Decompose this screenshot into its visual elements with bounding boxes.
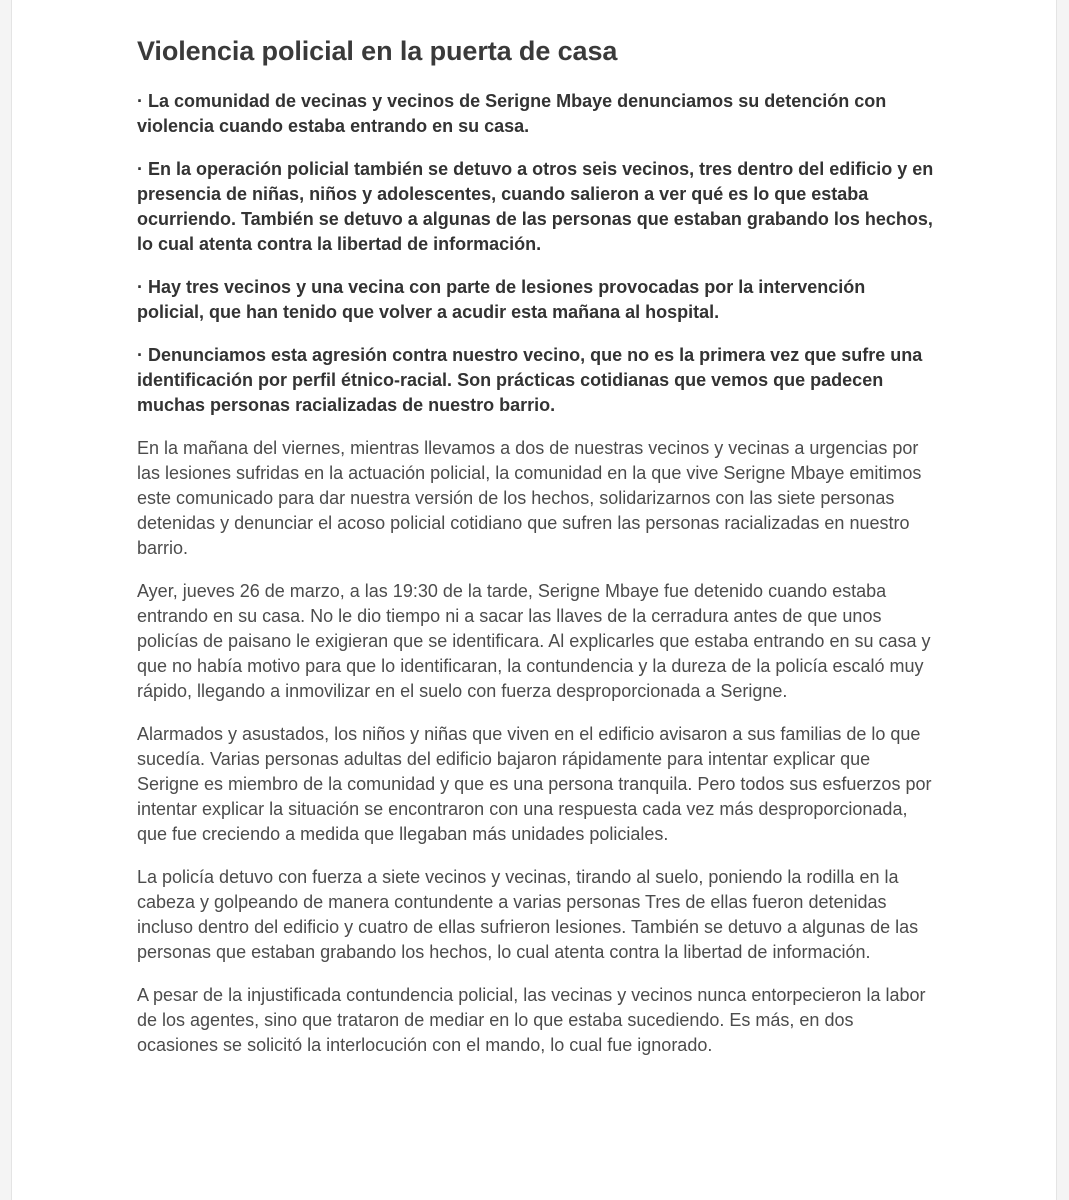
document-title: Violencia policial en la puerta de casa — [137, 36, 618, 66]
paragraph-mediation: A pesar de la injustificada contundencia policial, las vecinas y vecinos nunca entorpecieron la labor de los agentes, sino que trataron de mediar en lo que estaba sucediendo. Es más, en dos ocasiones se solicitó la interlocución con el mando, lo cual fue ignorado. — [137, 985, 926, 1055]
highlight-detention: · La comunidad de vecinas y vecinos de Serigne Mbaye denunciamos su detención con violencia cuando estaba entrando en su casa. — [137, 91, 887, 136]
highlight-other-arrests: · En la operación policial también se detuvo a otros seis vecinos, tres dentro del edificio y en presencia de niñas, niños y adolescentes, cuando salieron a ver qué es lo que estaba ocurriendo. También se detuvo a algunas de las personas que estaban grabando los hechos, lo cual atenta contra la libertad de información. — [137, 159, 934, 254]
paragraph-arrests: La policía detuvo con fuerza a siete vecinos y vecinas, tirando al suelo, poniendo la rodilla en la cabeza y golpeando de manera contundente a varias personas Tres de ellas fueron detenidas incluso dentro del edificio y cuatro de ellas sufrieron lesiones. También se detuvo a algunas de las personas que estaban grabando los hechos, lo cual atenta contra la libertad de información. — [137, 867, 919, 962]
paragraph-events: Ayer, jueves 26 de marzo, a las 19:30 de la tarde, Serigne Mbaye fue detenido cuando estaba entrando en su casa. No le dio tiempo ni a sacar las llaves de la cerradura antes de que unos policías de paisano le exigieran que se identificara. Al explicarles que estaba entrando en su casa y que no había motivo para que lo identificaran, la contundencia y la dureza de la policía escaló muy rápido, llegando a inmovilizar en el suelo con fuerza desproporcionada a Serigne. — [137, 581, 931, 701]
paragraph-intro: En la mañana del viernes, mientras llevamos a dos de nuestras vecinos y vecinas a urgencias por las lesiones sufridas en la actuación policial, la comunidad en la que vive Serigne Mbaye emitimos este comunicado para dar nuestra versión de los hechos, solidarizarnos con las siete personas detenidas y denunciar el acoso policial cotidiano que sufren las personas racializadas en nuestro barrio. — [137, 438, 922, 558]
highlight-injuries: · Hay tres vecinos y una vecina con parte de lesiones provocadas por la intervención policial, que han tenido que volver a acudir esta mañana al hospital. — [137, 277, 866, 322]
highlight-racial-profiling: · Denunciamos esta agresión contra nuestro vecino, que no es la primera vez que sufre una identificación por perfil étnico-racial. Son prácticas cotidianas que vemos que padecen muchas personas racializadas de nuestro barrio. — [137, 345, 923, 415]
document-content — [137, 32, 937, 1076]
document-page — [11, 0, 1057, 1200]
paragraph-neighbors: Alarmados y asustados, los niños y niñas que viven en el edificio avisaron a sus familias de lo que sucedía. Varias personas adultas del edificio bajaron rápidamente para intentar explicar que Serigne es miembro de la comunidad y que es una persona tranquila. Pero todos sus esfuerzos por intentar explicar la situación se encontraron con una respuesta cada vez más desproporcionada, que fue creciendo a medida que llegaban más unidades policiales. — [137, 724, 932, 844]
